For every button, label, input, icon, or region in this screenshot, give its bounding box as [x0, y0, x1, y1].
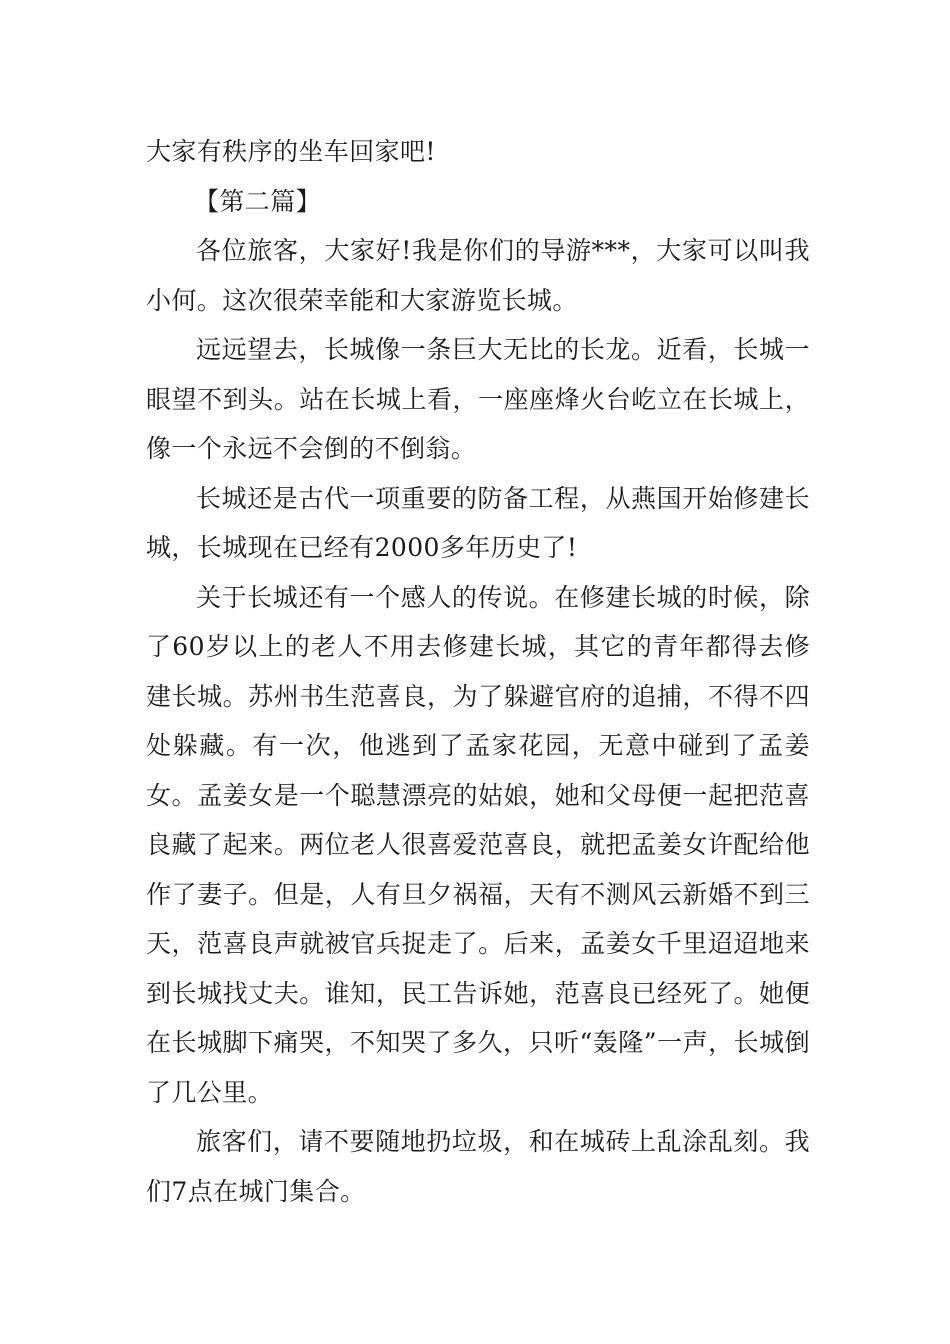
- paragraph-history: 长城还是古代一项重要的防备工程，从燕国开始修建长城，长城现在已经有2000多年历史了!: [146, 483, 810, 562]
- paragraph-greeting: 各位旅客，大家好!我是你们的导游***，大家可以叫我小何。这次很荣幸能和大家游览长城。: [146, 236, 810, 315]
- section-heading: 【第二篇】: [194, 186, 322, 216]
- document-body: [146, 127, 810, 1216]
- paragraph-legend: 关于长城还有一个感人的传说。在修建长城的时候，除了60岁以上的老人不用去修建长城，其它的青年都得去修建长城。苏州书生范喜良，为了躲避官府的追捕，不得不四处躲藏。有一次，他逃到了孟家花园，无意中碰到了孟姜女。孟姜女是一个聪慧漂亮的姑娘，她和父母便一起把范喜良藏了起来。两位老人很喜爱范喜良，就把孟姜女许配给他作了妻子。但是，人有旦夕祸福，天有不测风云新婚不到三天，范喜良声就被官兵捉走了。后来，孟姜女千里迢迢地来到长城找丈夫。谁知，民工告诉她，范喜良已经死了。她便在长城脚下痛哭，不知哭了多久，只听“轰隆”一声，长城倒了几公里。: [146, 582, 810, 1107]
- paragraph-closing: 旅客们，请不要随地扔垃圾，和在城砖上乱涂乱刻。我们7点在城门集合。: [146, 1127, 810, 1206]
- paragraph-view: 远远望去，长城像一条巨大无比的长龙。近看，长城一眼望不到头。站在长城上看，一座座烽火台屹立在长城上，像一个永远不会倒的不倒翁。: [146, 335, 810, 463]
- lead-line: 大家有秩序的坐车回家吧!: [146, 137, 436, 166]
